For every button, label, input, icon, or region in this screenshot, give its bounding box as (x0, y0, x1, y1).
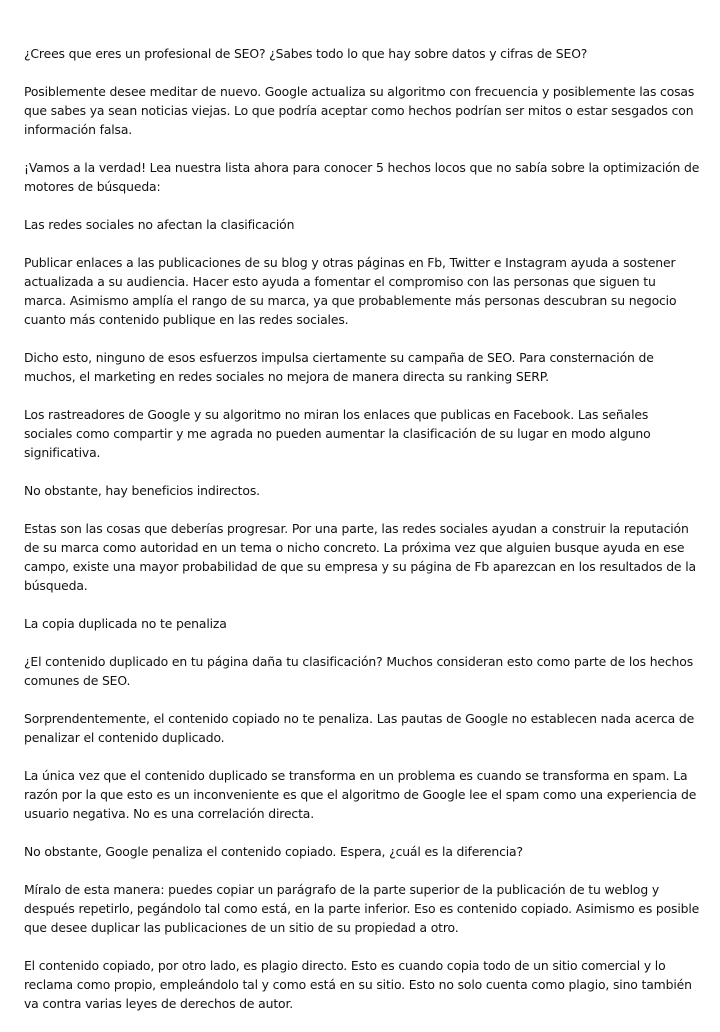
document-page (24, 44, 700, 1032)
paragraph-reputation: Estas son las cosas que deberías progresar. Por una parte, las redes sociales ayudan a construir la reputación de su marca como autoridad en un tema o nicho concreto. La próxima vez que alguien busque ayuda en ese campo, existe una mayor probabilidad de que su empresa y su página de Fb aparezcan en los resultados de la búsqueda. (24, 521, 696, 593)
paragraph-duplicate-question: ¿El contenido duplicado en tu página daña tu clasificación? Muchos consideran esto como parte de los hechos comunes de SEO. (24, 654, 693, 688)
section-heading-social-media: Las redes sociales no afectan la clasificación (24, 217, 295, 232)
paragraph-no-penalty: Sorprendentemente, el contenido copiado no te penaliza. Las pautas de Google no establecen nada acerca de penalizar el contenido duplicado. (24, 711, 695, 745)
paragraph-indirect-benefits: No obstante, hay beneficios indirectos. (24, 483, 260, 498)
paragraph-plagiarism: El contenido copiado, por otro lado, es plagio directo. Esto es cuando copia todo de un sitio comercial y lo reclama como propio, empleándolo tal y como está en su sitio. Esto no solo cuenta como plagio, sino también va contra varias leyes de derechos de autor. (24, 958, 692, 1011)
paragraph-rethink: Posiblemente desee meditar de nuevo. Google actualiza su algoritmo con frecuencia y posiblemente las cosas que sabes ya sean noticias viejas. Lo que podría aceptar como hechos podrían ser mitos o estar sesgados con información falsa. (24, 84, 695, 137)
paragraph-spam: La única vez que el contenido duplicado se transforma en un problema es cuando se transforma en spam. La razón por la que esto es un inconveniente es que el algoritmo de Google lee el spam como una experiencia de usuario negativa. No es una correlación directa. (24, 768, 697, 821)
paragraph-social-links: Publicar enlaces a las publicaciones de su blog y otras páginas en Fb, Twitter e Instagram ayuda a sostener actualizada a su audiencia. Hacer esto ayuda a fomentar el compromiso con las personas que siguen tu marca. Asimismo amplía el rango de su marca, ya que probablemente más personas descubran su negocio cuanto más contenido publique en las redes sociales. (24, 255, 677, 327)
paragraph-truth: ¡Vamos a la verdad! Lea nuestra lista ahora para conocer 5 hechos locos que no sabía sobre la optimización de motores de búsqueda: (24, 160, 700, 194)
paragraph-difference: No obstante, Google penaliza el contenido copiado. Espera, ¿cuál es la diferencia? (24, 844, 523, 859)
paragraph-crawlers: Los rastreadores de Google y su algoritmo no miran los enlaces que publicas en Facebook. Las señales sociales como compartir y me agrada no pueden aumentar la clasificación de su lugar en modo alguno significativa. (24, 407, 651, 460)
paragraph-example: Míralo de esta manera: puedes copiar un parágrafo de la parte superior de la publicación de tu weblog y después repetirlo, pegándolo tal como está, en la parte inferior. Eso es contenido copiado. Asimismo es posible que desee duplicar las publicaciones de un sitio de su propiedad a otro. (24, 882, 700, 935)
paragraph-intro-question: ¿Crees que eres un profesional de SEO? ¿Sabes todo lo que hay sobre datos y cifras de SEO? (24, 46, 588, 61)
section-heading-duplicate-copy: La copia duplicada no te penaliza (24, 616, 227, 631)
paragraph-seo-campaign: Dicho esto, ninguno de esos esfuerzos impulsa ciertamente su campaña de SEO. Para consternación de muchos, el marketing en redes sociales no mejora de manera directa su ranking SERP. (24, 350, 654, 384)
